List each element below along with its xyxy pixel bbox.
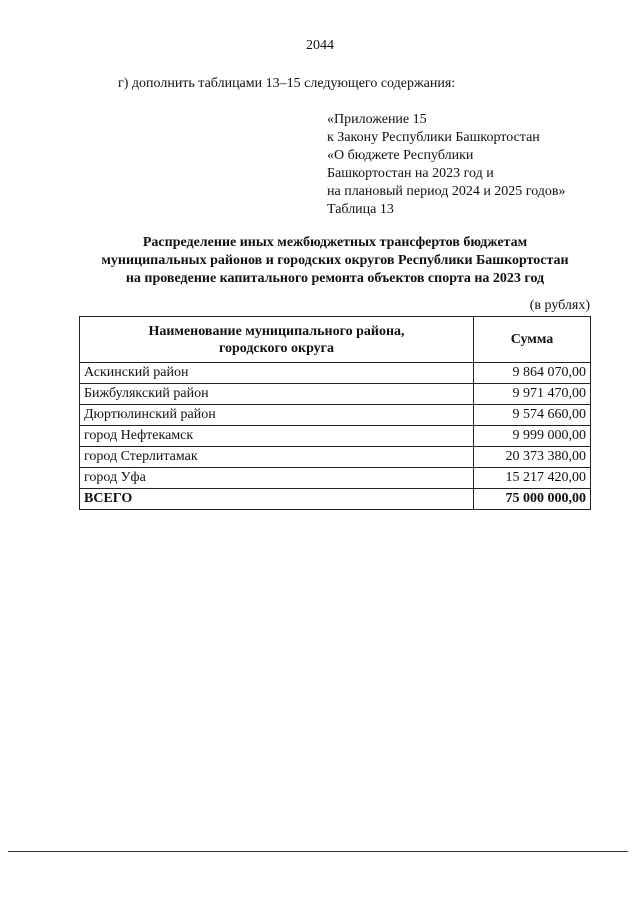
row-name: Бижбулякский район [80,384,474,405]
table-header-row [80,317,591,363]
table-row [80,363,591,384]
title-line: на проведение капитального ремонта объектов спорта на 2023 год [125,271,545,286]
row-name: город Нефтекамск [80,426,474,447]
row-amount: 9 864 070,00 [474,363,591,384]
header-name-line: городского округа [218,340,335,356]
title-line: муниципальных районов и городских округов Республики Башкортостан [101,253,569,268]
transfers-table [79,316,591,510]
table-row [80,447,591,468]
row-amount: 9 574 660,00 [474,405,591,426]
appendix-line: Башкортостан на 2023 год и [327,166,494,181]
total-row [80,489,591,510]
row-name: Дюртюлинский район [80,405,474,426]
row-amount: 20 373 380,00 [474,447,591,468]
table-row [80,384,591,405]
row-amount: 9 999 000,00 [474,426,591,447]
total-amount: 75 000 000,00 [474,489,591,510]
appendix-line: на плановый период 2024 и 2025 годов» [327,184,566,199]
footer-divider [8,851,628,852]
appendix-line: «О бюджете Республики [327,148,474,163]
total-label: ВСЕГО [80,489,474,510]
row-amount: 9 971 470,00 [474,384,591,405]
row-name: город Стерлитамак [80,447,474,468]
units-label: (в рублях) [529,298,590,313]
row-name: Аскинский район [80,363,474,384]
table-number: Таблица 13 [327,202,394,217]
header-name-line: Наименование муниципального района, [148,323,405,339]
row-name: город Уфа [80,468,474,489]
appendix-line: к Закону Республики Башкортостан [327,130,540,145]
table-row [80,426,591,447]
table-row [80,468,591,489]
table-row [80,405,591,426]
row-amount: 15 217 420,00 [474,468,591,489]
appendix-line: «Приложение 15 [327,112,427,127]
page-number: 2044 [306,38,334,53]
header-name [80,317,474,363]
document-title [0,234,640,288]
intro-text: г) дополнить таблицами 13–15 следующего содержания: [118,76,456,91]
title-line: Распределение иных межбюджетных трансфертов бюджетам [142,235,528,250]
appendix-reference [327,111,566,219]
header-amount: Сумма [474,317,591,363]
